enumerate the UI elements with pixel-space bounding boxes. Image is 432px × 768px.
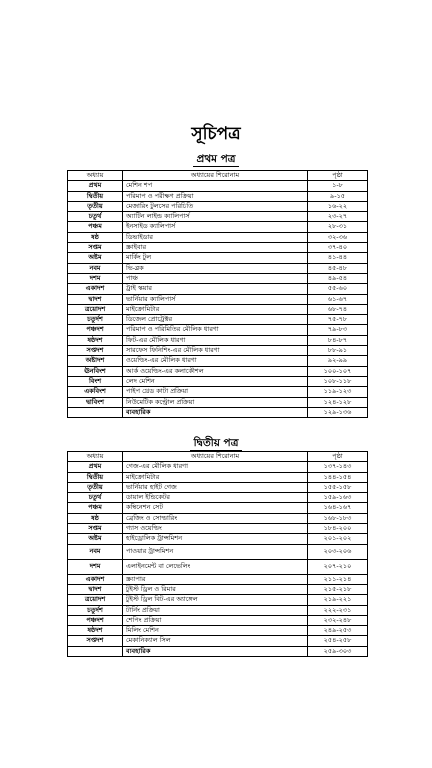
page-cell: ৫৫-৬০	[308, 284, 368, 294]
table-row	[68, 356, 368, 366]
table-row	[68, 315, 368, 325]
page-cell: ২৩২-২৪৮	[308, 615, 368, 625]
chapter-cell: চতুর্থ	[68, 493, 123, 503]
table-row	[68, 513, 368, 523]
title-cell: ডিভাইডার	[123, 232, 308, 242]
table-row	[68, 222, 368, 232]
title-cell: টার্নিং প্রক্রিয়া	[123, 605, 308, 615]
practical-page-cell: ১২৯-১৩৬	[308, 407, 368, 417]
page-cell: ১৫৯-১৬৩	[308, 493, 368, 503]
chapter-cell: নবম	[68, 263, 123, 273]
title-cell: কম্বিনেশন সেট	[123, 503, 308, 513]
title-cell: আর্ক ওয়েল্ডিং-এর কলাকৌশল	[123, 366, 308, 376]
chapter-cell: ষষ্ঠ	[68, 513, 123, 523]
table-row	[68, 472, 368, 482]
title-cell: ট্রাই স্কয়ার	[123, 284, 308, 294]
chapter-cell: ত্রয়োদশ	[68, 304, 123, 314]
title-cell: ডায়াল ইন্ডিকেটর	[123, 493, 308, 503]
chapter-cell: দ্বাবিংশ	[68, 397, 123, 407]
table-row	[68, 253, 368, 263]
page-cell: ৯-১৫	[308, 191, 368, 201]
table-row	[68, 397, 368, 407]
chapter-cell: তৃতীয়	[68, 201, 123, 211]
table-row	[68, 304, 368, 314]
chapter-cell: একাদশ	[68, 574, 123, 584]
table-row	[68, 212, 368, 222]
chapter-cell: দ্বিতীয়	[68, 191, 123, 201]
title-cell: ফিট-এর মৌলিক ধারণা	[123, 335, 308, 345]
title-cell: মাইক্রোমিটার	[123, 472, 308, 482]
chapter-cell: পঞ্চম	[68, 503, 123, 513]
title-header: অধ্যায়ের শিরোনাম	[123, 171, 308, 181]
chapter-cell: সপ্তম	[68, 243, 123, 253]
paper1-heading-text: প্রথম পত্র	[193, 153, 240, 167]
title-cell: ভার্নিয়ার ক্যালিপার্স	[123, 294, 308, 304]
title-header: অধ্যায়ের শিরোনাম	[123, 452, 308, 462]
empty-cell	[68, 646, 123, 656]
page-cell: ২০৭-২১০	[308, 559, 368, 574]
page-cell: ৭৫-৭৮	[308, 315, 368, 325]
chapter-cell: ঊনবিংশ	[68, 366, 123, 376]
chapter-cell: তৃতীয়	[68, 482, 123, 492]
title-cell: হাইড্রোলিক ট্রান্সমিশন	[123, 534, 308, 544]
page-cell: ৪১-৪৪	[308, 253, 368, 263]
paper2-toc-table	[67, 451, 368, 657]
paper1-toc-table	[67, 170, 368, 418]
page-cell: ৪৫-৪৮	[308, 263, 368, 273]
title-cell: মেজারিং টুলসের পরিচিতি	[123, 201, 308, 211]
table-row	[68, 335, 368, 345]
chapter-cell: বিংশ	[68, 376, 123, 386]
page-cell: ১৬৮-১৮৩	[308, 513, 368, 523]
chapter-cell: ষষ্ঠদশ	[68, 626, 123, 636]
page-cell: ২১৯-২২১	[308, 595, 368, 605]
page-cell: ৯২-৯৯	[308, 356, 368, 366]
chapter-cell: ত্রয়োদশ	[68, 595, 123, 605]
table-row	[68, 376, 368, 386]
table-row	[68, 273, 368, 283]
chapter-cell: চতুর্থ	[68, 212, 123, 222]
page-cell: ৮৮-৯১	[308, 346, 368, 356]
page-title: সূচিপত্র	[191, 124, 241, 144]
chapter-cell: পঞ্চদশ	[68, 615, 123, 625]
title-cell: টুইস্ট ড্রিল বিট-এর অ্যাঙ্গেল	[123, 595, 308, 605]
table-row	[68, 595, 368, 605]
title-cell: গেজ-এর মৌলিক ধারণা	[123, 462, 308, 472]
chapter-cell: একবিংশ	[68, 387, 123, 397]
title-cell: পাঞ্চ	[123, 273, 308, 283]
title-cell: গ্যাস ওয়েল্ডিং	[123, 524, 308, 534]
page-cell: ৬১-৬৭	[308, 294, 368, 304]
chapter-cell: দ্বাদশ	[68, 294, 123, 304]
chapter-cell: দশম	[68, 273, 123, 283]
table-row	[68, 574, 368, 584]
table-row	[68, 524, 368, 534]
table-row	[68, 503, 368, 513]
title-cell: নিউমেটিক কন্ট্রোল প্রক্রিয়া	[123, 397, 308, 407]
chapter-cell: সপ্তদশ	[68, 346, 123, 356]
table-row	[68, 559, 368, 574]
title-cell: মেকানিক্যাল সিল	[123, 636, 308, 646]
page-cell: ১০০-১০৭	[308, 366, 368, 376]
chapter-cell: দশম	[68, 559, 123, 574]
table-row	[68, 181, 368, 191]
footer-row	[68, 407, 368, 417]
title-cell: স্ক্র্যাপার	[123, 574, 308, 584]
page-cell: ২৪৯-২৫৩	[308, 626, 368, 636]
paper1-toc-body	[68, 181, 368, 418]
title-cell: এলাইনমেন্ট বা লেভেলিং	[123, 559, 308, 574]
table-row	[68, 263, 368, 273]
page-cell: ১৩৭-১৪৩	[308, 462, 368, 472]
table-row	[68, 626, 368, 636]
title-cell: অ্যাটিন লাইন্ড ক্যালিপার্স	[123, 212, 308, 222]
practical-title-cell: ব্যবহারিক	[123, 646, 308, 656]
page-cell: ৪৯-৫৪	[308, 273, 368, 283]
title-cell: মিলিং মেশিন	[123, 626, 308, 636]
page-cell: ১৬৪-১৬৭	[308, 503, 368, 513]
table-row	[68, 482, 368, 492]
page-cell: ২১৫-২১৮	[308, 584, 368, 594]
page-cell: ২০৩-২০৬	[308, 544, 368, 559]
empty-cell	[68, 407, 123, 417]
table-row	[68, 462, 368, 472]
title-cell: ব্রেজিং ও সোল্ডারিং	[123, 513, 308, 523]
title-cell: পাওয়ার ট্রান্সমিশন	[123, 544, 308, 559]
paper1-heading	[0, 153, 432, 167]
footer-row	[68, 646, 368, 656]
title-cell: পাইপ থ্রেড কাটা প্রক্রিয়া	[123, 387, 308, 397]
table-row	[68, 243, 368, 253]
title-cell: শেপিং প্রক্রিয়া	[123, 615, 308, 625]
practical-page-cell: ২৫৯-৩০৩	[308, 646, 368, 656]
page-cell: ১৪৪-১৫৪	[308, 472, 368, 482]
page-cell: ২৮-৩১	[308, 222, 368, 232]
chapter-cell: সপ্তদশ	[68, 636, 123, 646]
page-cell: ১৫৫-১৫৮	[308, 482, 368, 492]
page-cell: ৩৭-৪০	[308, 243, 368, 253]
page-cell: ৩২-৩৬	[308, 232, 368, 242]
table-row	[68, 346, 368, 356]
table-header-row	[68, 171, 368, 181]
title-cell: ইনসাইড ক্যালিপার্স	[123, 222, 308, 232]
chapter-cell: একাদশ	[68, 284, 123, 294]
table-row	[68, 284, 368, 294]
page-cell: ১৮৪-২০০	[308, 524, 368, 534]
table-header-row	[68, 452, 368, 462]
page-cell: ৭৯-৮৩	[308, 325, 368, 335]
chapter-cell: প্রথম	[68, 181, 123, 191]
title-cell: মেশিন শপ	[123, 181, 308, 191]
chapter-cell: ষষ্ঠ	[68, 232, 123, 242]
chapter-cell: অষ্টাদশ	[68, 356, 123, 366]
table-row	[68, 294, 368, 304]
title-cell: সারফেস ফিনিশিং-এর মৌলিক ধারণা	[123, 346, 308, 356]
table-row	[68, 366, 368, 376]
chapter-cell: প্রথম	[68, 462, 123, 472]
page-cell: ২২২-২৩১	[308, 605, 368, 615]
chapter-cell: চতুর্দশ	[68, 605, 123, 615]
chapter-cell: সপ্তম	[68, 524, 123, 534]
title-cell: লেদ মেশিন	[123, 376, 308, 386]
page-cell: ৬৮-৭৪	[308, 304, 368, 314]
title-cell: পরিমাপ ও পরীক্ষণ প্রক্রিয়া	[123, 191, 308, 201]
title-cell: পরিমাপ ও পরিমিতির মৌলিক ধারণা	[123, 325, 308, 335]
title-cell: মাইক্রোমিটার	[123, 304, 308, 314]
page-cell: ২৩-২৭	[308, 212, 368, 222]
table-row	[68, 387, 368, 397]
title-cell: ওয়েল্ডিং-এর মৌলিক ধারণা	[123, 356, 308, 366]
paper2-heading	[0, 437, 432, 451]
chapter-cell: দ্বাদশ	[68, 584, 123, 594]
paper2-toc-body	[68, 462, 368, 657]
chapter-cell: দ্বিতীয়	[68, 472, 123, 482]
chapter-header: অধ্যায়	[68, 452, 123, 462]
table-row	[68, 191, 368, 201]
paper2-heading-text: দ্বিতীয় পত্র	[190, 437, 243, 451]
table-row	[68, 636, 368, 646]
title-cell: মার্কিং টুল	[123, 253, 308, 263]
page-cell: ১১৯-১২৩	[308, 387, 368, 397]
table-row	[68, 615, 368, 625]
table-row	[68, 325, 368, 335]
chapter-cell: পঞ্চম	[68, 222, 123, 232]
page-cell: ৮৪-৮৭	[308, 335, 368, 345]
title-cell: ভি-ব্লক	[123, 263, 308, 273]
chapter-cell: নবম	[68, 544, 123, 559]
page-cell: ২৫৪-২৫৮	[308, 636, 368, 646]
table-row	[68, 201, 368, 211]
page-header: পৃষ্ঠা	[308, 171, 368, 181]
table-row	[68, 584, 368, 594]
table-row	[68, 493, 368, 503]
page-cell: ১-৮	[308, 181, 368, 191]
title-cell: ডিজেল প্রোট্রেক্টর	[123, 315, 308, 325]
page-cell: ১০৮-১১৮	[308, 376, 368, 386]
chapter-cell: ষষ্ঠদশ	[68, 335, 123, 345]
page-cell: ১২৪-১২৮	[308, 397, 368, 407]
title-cell: ভার্নিয়ার হাইট গেজ	[123, 482, 308, 492]
chapter-cell: পঞ্চদশ	[68, 325, 123, 335]
page-cell: ২০১-২০২	[308, 534, 368, 544]
practical-title-cell: ব্যবহারিক	[123, 407, 308, 417]
chapter-cell: অষ্টম	[68, 534, 123, 544]
table-row	[68, 232, 368, 242]
page-header: পৃষ্ঠা	[308, 452, 368, 462]
table-row	[68, 544, 368, 559]
title-cell: টুইস্ট ড্রিল ও রিমার	[123, 584, 308, 594]
table-row	[68, 605, 368, 615]
chapter-cell: চতুর্দশ	[68, 315, 123, 325]
chapter-header: অধ্যায়	[68, 171, 123, 181]
page-cell: ১৬-২২	[308, 201, 368, 211]
title-cell: স্ক্রাইবার	[123, 243, 308, 253]
page-cell: ২১১-২১৪	[308, 574, 368, 584]
table-row	[68, 534, 368, 544]
chapter-cell: অষ্টম	[68, 253, 123, 263]
